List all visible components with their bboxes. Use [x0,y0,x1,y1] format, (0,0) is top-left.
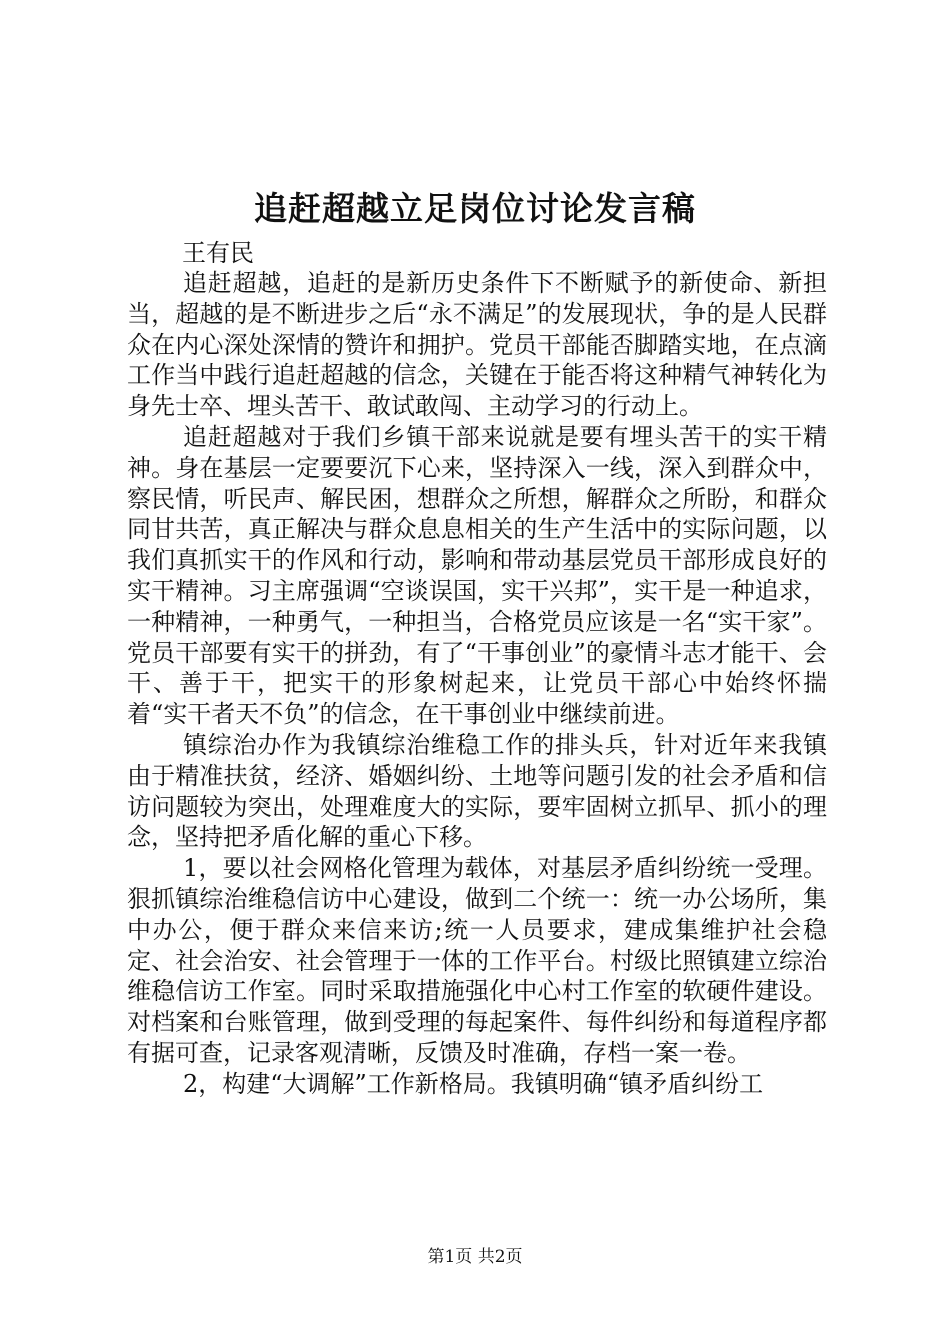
page-number-footer: 第1页 共2页 [427,1247,523,1267]
paragraph: 镇综治办作为我镇综治维稳工作的排头兵，针对近年来我镇由于精准扶贫，经济、婚姻纠纷、土地等问题引发的社会矛盾和信访问题较为突出，处理难度大的实际，要牢固树立抓早、抓小的理念，坚持把矛盾化解的重心下移。 [127,730,827,852]
paragraph: 1，要以社会网格化管理为载体，对基层矛盾纠纷统一受理。狠抓镇综治维稳信访中心建设，做到二个统一：统一办公场所，集中办公，便于群众来信来访;统一人员要求，建成集维护社会稳定、社会治安、社会管理于一体的工作平台。村级比照镇建立综治维稳信访工作室。同时采取措施强化中心村工作室的软硬件建设。对档案和台账管理，做到受理的每起案件、每件纠纷和每道程序都有据可查，记录客观清晰，反馈及时准确，存档一案一卷。 [127,854,827,1067]
paragraph: 追赶超越，追赶的是新历史条件下不断赋予的新使命、新担当，超越的是不断进步之后“永不满足”的发展现状，争的是人民群众在内心深处深情的赞许和拥护。党员干部能否脚踏实地，在点滴工作当中践行追赶超越的信念，关键在于能否将这种精气神转化为身先士卒、埋头苦干、敢试敢闯、主动学习的行动上。 [127,269,827,421]
paragraph: 追赶超越对于我们乡镇干部来说就是要有埋头苦干的实干精神。身在基层一定要要沉下心来，坚持深入一线，深入到群众中，察民情，听民声、解民困，想群众之所想，解群众之所盼，和群众同甘共苦，真正解决与群众息息相关的生产生活中的实际问题，以我们真抓实干的作风和行动，影响和带动基层党员干部形成良好的实干精神。习主席强调“空谈误国，实干兴邦”，实干是一种追求，一种精神，一种勇气，一种担当，合格党员应该是一名“实干家”。党员干部要有实干的拼劲，有了“干事创业”的豪情斗志才能干、会干、善于干，把实干的形象树起来，让党员干部心中始终怀揣着“实干者天不负”的信念，在干事创业中继续前进。 [127,422,827,729]
document-title: 追赶超越立足岗位讨论发言稿 [254,189,696,228]
document-body [127,268,827,1100]
author-name: 王有民 [182,239,254,267]
paragraph: 2，构建“大调解”工作新格局。我镇明确“镇矛盾纠纷工 [183,1069,764,1098]
